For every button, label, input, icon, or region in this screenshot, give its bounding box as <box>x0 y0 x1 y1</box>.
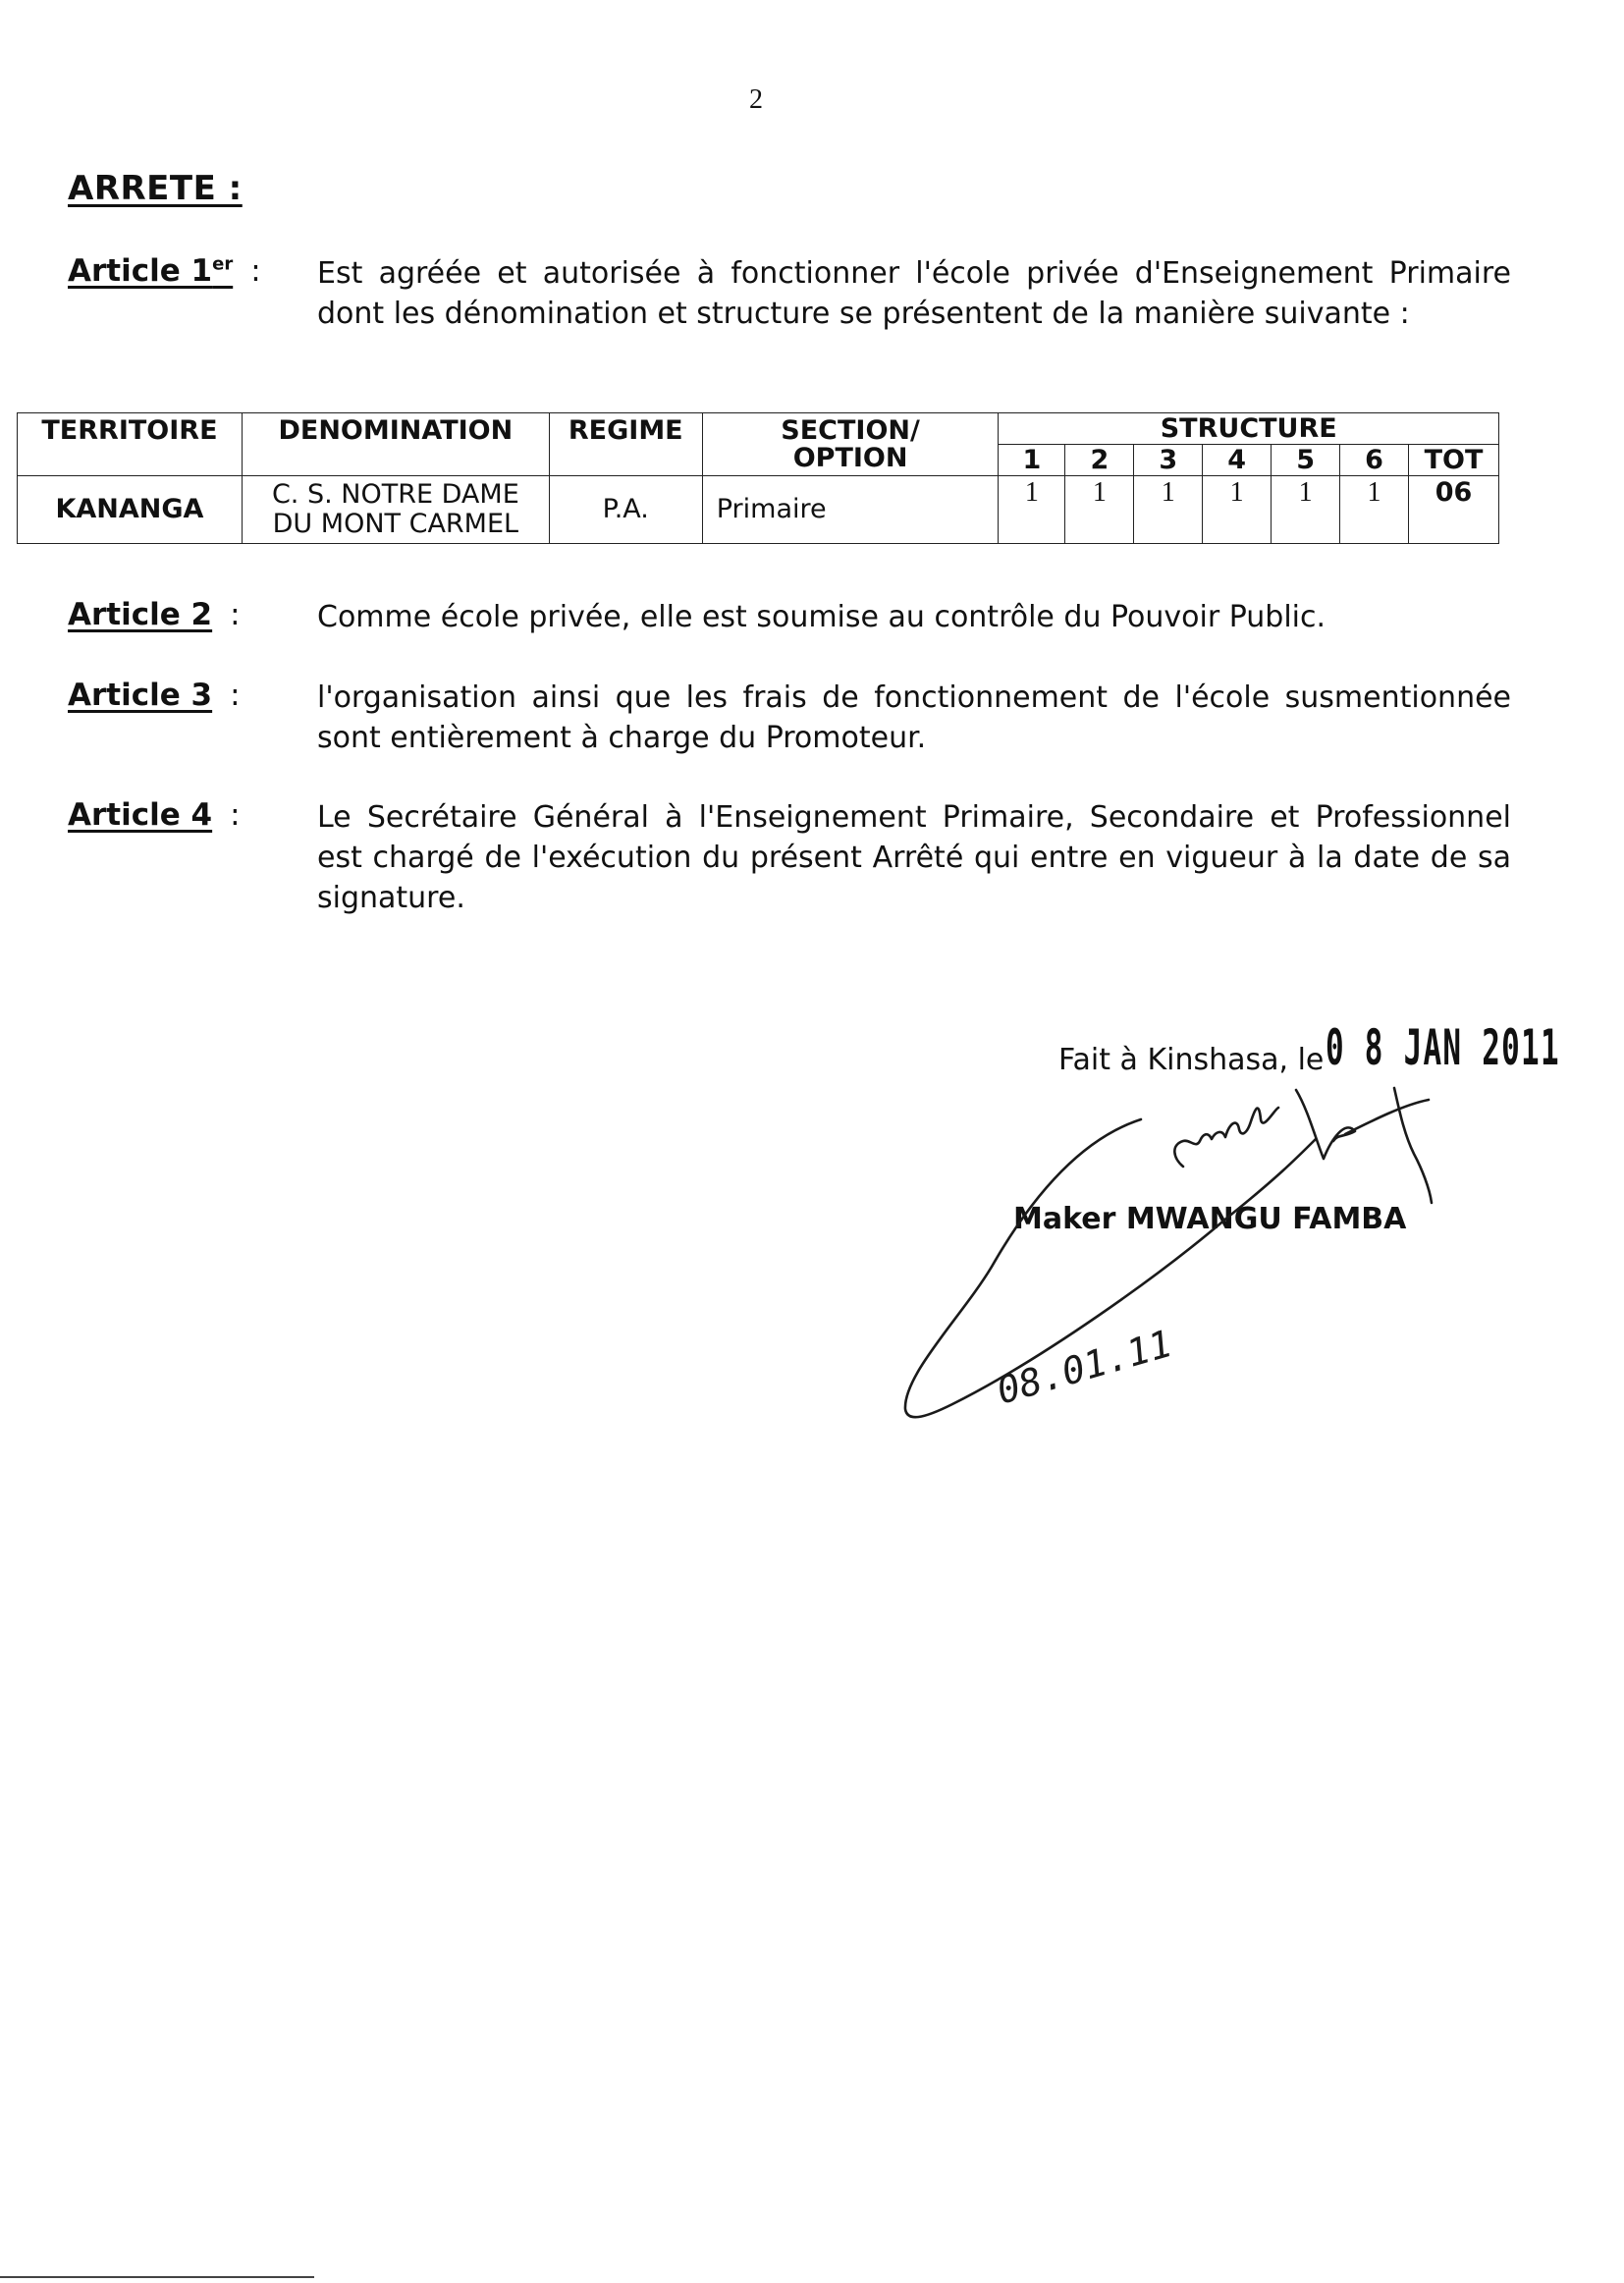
article-4-colon: : <box>230 797 241 833</box>
article-2-colon: : <box>230 597 241 632</box>
header-section-line: SECTION/ <box>781 415 920 446</box>
handwritten-signature <box>884 1080 1434 1453</box>
page-number: 2 <box>749 84 763 115</box>
article-2-label-text: Article 2 <box>68 597 213 632</box>
page-bottom-rule <box>0 2276 314 2278</box>
cell-grade-6: 1 <box>1340 476 1409 544</box>
article-4-label <box>68 797 241 833</box>
header-grade-4: 4 <box>1203 445 1272 476</box>
article-1-label-text: Article 1 <box>68 253 213 289</box>
decree-heading: ARRETE : <box>68 169 243 208</box>
cell-total: 06 <box>1408 476 1498 544</box>
place-date-text: Fait à Kinshasa, le <box>1058 1043 1325 1077</box>
article-1-colon: : <box>250 253 261 289</box>
article-3-text: l'organisation ainsi que les frais de fonctionnement de l'école susmentionnée sont entièrement à charge du Promoteur. <box>317 680 1511 755</box>
article-3-label-text: Article 3 <box>68 678 213 713</box>
article-1-text: Est agréée et autorisée à fonctionner l'école privée d'Enseignement Primaire dont les dénomination et structure se présentent de la manière suivante : <box>317 256 1511 331</box>
cell-grade-4: 1 <box>1203 476 1272 544</box>
header-grade-2: 2 <box>1065 445 1134 476</box>
header-option-line: OPTION <box>792 443 908 473</box>
table-header-row <box>18 413 1499 445</box>
article-3-label <box>68 678 241 713</box>
header-territoire: TERRITOIRE <box>18 413 243 476</box>
cell-denomination-line-2: DU MONT CARMEL <box>272 509 519 539</box>
handwritten-date: 08.01.11 <box>992 1321 1177 1413</box>
cell-denomination <box>242 476 549 544</box>
cell-territoire: KANANGA <box>18 476 243 544</box>
header-grade-6: 6 <box>1340 445 1409 476</box>
table-row <box>18 476 1499 544</box>
header-structure: STRUCTURE <box>999 413 1499 445</box>
article-1-label <box>68 253 261 289</box>
cell-grade-1: 1 <box>999 476 1065 544</box>
cell-denomination-line-1: C. S. NOTRE DAME <box>271 479 519 510</box>
signatory-name: Maker MWANGU FAMBA <box>1013 1202 1407 1236</box>
date-stamp: 0 8 JAN 2011 <box>1326 1019 1560 1076</box>
article-4-text: Le Secrétaire Général à l'Enseignement Primaire, Secondaire et Professionnel est chargé de l'exécution du présent Arrêté qui entre en vigueur à la date de sa signature. <box>317 800 1511 915</box>
cell-regime: P.A. <box>549 476 702 544</box>
header-regime: REGIME <box>549 413 702 476</box>
header-grade-3: 3 <box>1134 445 1203 476</box>
article-4-label-text: Article 4 <box>68 797 213 833</box>
school-structure-table <box>17 412 1499 544</box>
cell-section-option: Primaire <box>702 476 999 544</box>
header-grade-1: 1 <box>999 445 1065 476</box>
header-denomination: DENOMINATION <box>242 413 549 476</box>
article-1-superscript: er <box>212 253 234 275</box>
article-2-text: Comme école privée, elle est soumise au contrôle du Pouvoir Public. <box>317 600 1326 634</box>
header-grade-5: 5 <box>1272 445 1340 476</box>
header-total: TOT <box>1408 445 1498 476</box>
cell-grade-5: 1 <box>1272 476 1340 544</box>
article-2-label <box>68 597 241 632</box>
header-section-option <box>702 413 999 476</box>
cell-grade-2: 1 <box>1065 476 1134 544</box>
article-3-colon: : <box>230 678 241 713</box>
cell-grade-3: 1 <box>1134 476 1203 544</box>
